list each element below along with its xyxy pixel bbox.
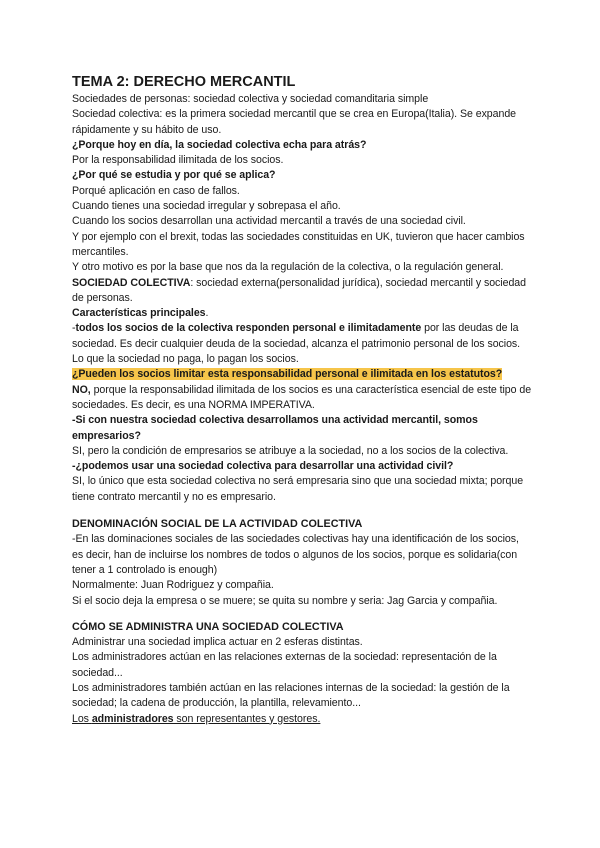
section-heading: DENOMINACIÓN SOCIAL DE LA ACTIVIDAD COLECTIVA: [72, 518, 363, 531]
conclusion-pre: Los: [72, 712, 92, 725]
conclusion-bold: administradores: [91, 712, 174, 725]
defined-term: SOCIEDAD COLECTIVA: [72, 276, 191, 289]
section-heading: CÓMO SE ADMINISTRA UNA SOCIEDAD COLECTIVA: [72, 620, 344, 633]
answer-bold: NO,: [72, 383, 91, 396]
characteristic-item: [72, 321, 532, 367]
question-heading: -¿podemos usar una sociedad colectiva para desarrollar una actividad civil?: [72, 460, 454, 473]
answer-paragraph: SI, pero la condición de empresarios se atribuye a la sociedad, no a los socios de la colectiva.: [72, 444, 509, 457]
question-heading: ¿Porque hoy en día, la sociedad colectiva echa para atrás?: [72, 138, 367, 151]
intro-line: Sociedades de personas: sociedad colectiva y sociedad comanditaria simple: [72, 93, 429, 105]
answer-paragraph: Y otro motivo es por la base que nos da la regulación de la colectiva, o la regulación general.: [72, 261, 504, 274]
section-spacer: [72, 609, 532, 620]
conclusion-post: son representantes y gestores.: [173, 712, 321, 725]
section-paragraph: Los administradores actúan en las relaciones externas de la sociedad: representación de la sociedad...: [72, 651, 497, 679]
intro-definition: Sociedad colectiva: es la primera sociedad mercantil que se crea en Europa(Italia). Se expande rápidamente y su hábito de uso.: [72, 108, 517, 136]
answer-paragraph: Cuando tienes una sociedad irregular y sobrepasa el año.: [72, 200, 341, 213]
definition-text: : sociedad externa(personalidad jurídica), sociedad mercantil y sociedad de personas.: [72, 276, 526, 304]
highlighted-question: [72, 367, 532, 382]
highlight-mark: ¿Pueden los socios limitar esta responsabilidad personal e ilimitada en los estatutos?: [72, 368, 503, 381]
page-title: TEMA 2: DERECHO MERCANTIL: [72, 74, 296, 90]
list-dash: -: [72, 322, 76, 335]
answer-paragraph: Cuando los socios desarrollan una actividad mercantil a través de una sociedad civil.: [72, 215, 466, 228]
section-paragraph: Normalmente: Juan Rodriguez y compañia.: [72, 579, 274, 592]
section-paragraph: -En las dominaciones sociales de las sociedades colectivas hay una identificación de los socios, es decir, han de incluirse los nombres de todos o algunos de los socios, porque es solidaria(con tener a 1 controlado is enough): [72, 533, 519, 576]
characteristics-heading: [72, 306, 532, 321]
document-body: [72, 73, 532, 727]
answer-paragraph: SI, lo único que esta sociedad colectiva no será empresaria sino que una sociedad mixta; porque tiene contrato mercantil y no es empresario.: [72, 475, 524, 503]
characteristic-text: por las deudas de la sociedad. Es decir cualquier deuda de la sociedad, alcanza el patrimonio personal de los socios. Lo que la sociedad no paga, lo pagan los socios.: [72, 322, 521, 366]
section-paragraph: Si el socio deja la empresa o se muere; se quita su nombre y seria: Jag Garcia y compañia.: [72, 594, 498, 607]
underlined-conclusion: [72, 712, 532, 727]
answer-paragraph: Porqué aplicación en caso de fallos.: [72, 184, 240, 197]
section-spacer: [72, 505, 532, 517]
definition-paragraph: [72, 276, 532, 307]
answer-paragraph: Por la responsabilidad ilimitada de los socios.: [72, 154, 284, 167]
answer-paragraph: Y por ejemplo con el brexit, todas las sociedades constituidas en UK, tuvieron que hacer cambios mercantiles.: [72, 230, 525, 258]
characteristic-bold: todos los socios de la colectiva responden personal e ilimitadamente: [75, 322, 422, 335]
characteristics-label: Características principales: [72, 307, 206, 320]
section-paragraph: Los administradores también actúan en las relaciones internas de la sociedad: la gestión de la sociedad; la cadena de producción, la plantilla, relevamiento...: [72, 681, 510, 710]
section-paragraph: Administrar una sociedad implica actuar en 2 esferas distintas.: [72, 636, 363, 649]
characteristics-dot: .: [205, 307, 209, 320]
question-heading: -Si con nuestra sociedad colectiva desarrollamos una actividad mercantil, somos empresarios?: [72, 414, 478, 442]
answer-paragraph: [72, 383, 532, 414]
question-heading: ¿Por qué se estudia y por qué se aplica?: [72, 169, 276, 182]
answer-text: porque la responsabilidad ilimitada de los socios es una característica esencial de este tipo de sociedades. Es decir, es una NORMA IMPERATIVA.: [72, 383, 532, 411]
